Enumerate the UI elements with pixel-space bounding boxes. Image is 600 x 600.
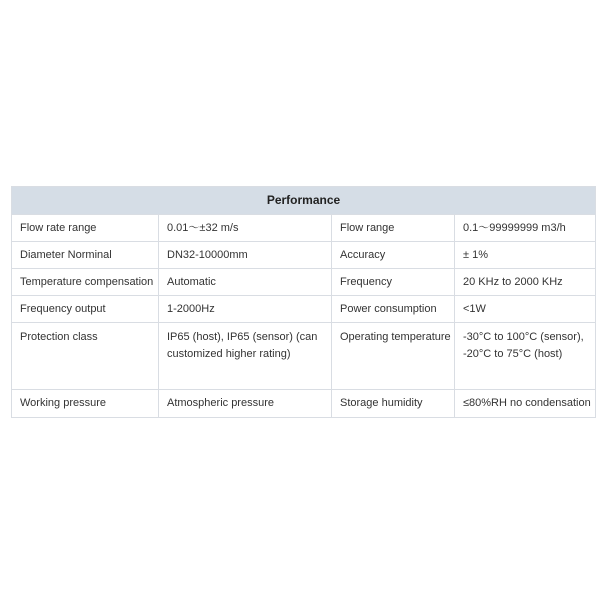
spec-value: Atmospheric pressure xyxy=(159,390,332,418)
table-row xyxy=(12,269,596,296)
spec-label: Protection class xyxy=(12,323,159,390)
spec-value: 0.1～99999999 m3/h xyxy=(455,215,596,242)
table-row xyxy=(12,323,596,390)
spec-label: Flow range xyxy=(332,215,455,242)
spec-value: IP65 (host), IP65 (sensor) (can customized higher rating) xyxy=(159,323,332,390)
spec-value: <1W xyxy=(455,296,596,323)
spec-label: Diameter Norminal xyxy=(12,242,159,269)
spec-value: Automatic xyxy=(159,269,332,296)
spec-label: Temperature compensation xyxy=(12,269,159,296)
spec-value: 20 KHz to 2000 KHz xyxy=(455,269,596,296)
spec-value: DN32-10000mm xyxy=(159,242,332,269)
performance-spec-table xyxy=(11,186,596,418)
table-row xyxy=(12,242,596,269)
spec-label: Accuracy xyxy=(332,242,455,269)
table-row xyxy=(12,390,596,418)
table-header-row xyxy=(12,187,596,215)
table-row xyxy=(12,296,596,323)
table-title: Performance xyxy=(12,187,596,215)
spec-label: Frequency output xyxy=(12,296,159,323)
spec-label: Flow rate range xyxy=(12,215,159,242)
spec-value: 0.01～±32 m/s xyxy=(159,215,332,242)
spec-label: Frequency xyxy=(332,269,455,296)
spec-value: ≤80%RH no condensation xyxy=(455,390,596,418)
spec-label: Storage humidity xyxy=(332,390,455,418)
table-row xyxy=(12,215,596,242)
spec-value: 1-2000Hz xyxy=(159,296,332,323)
spec-value: ± 1% xyxy=(455,242,596,269)
spec-label: Power consumption xyxy=(332,296,455,323)
spec-label: Working pressure xyxy=(12,390,159,418)
spec-value: -30°C to 100°C (sensor), -20°C to 75°C (host) xyxy=(455,323,596,390)
spec-label: Operating temperature xyxy=(332,323,455,390)
